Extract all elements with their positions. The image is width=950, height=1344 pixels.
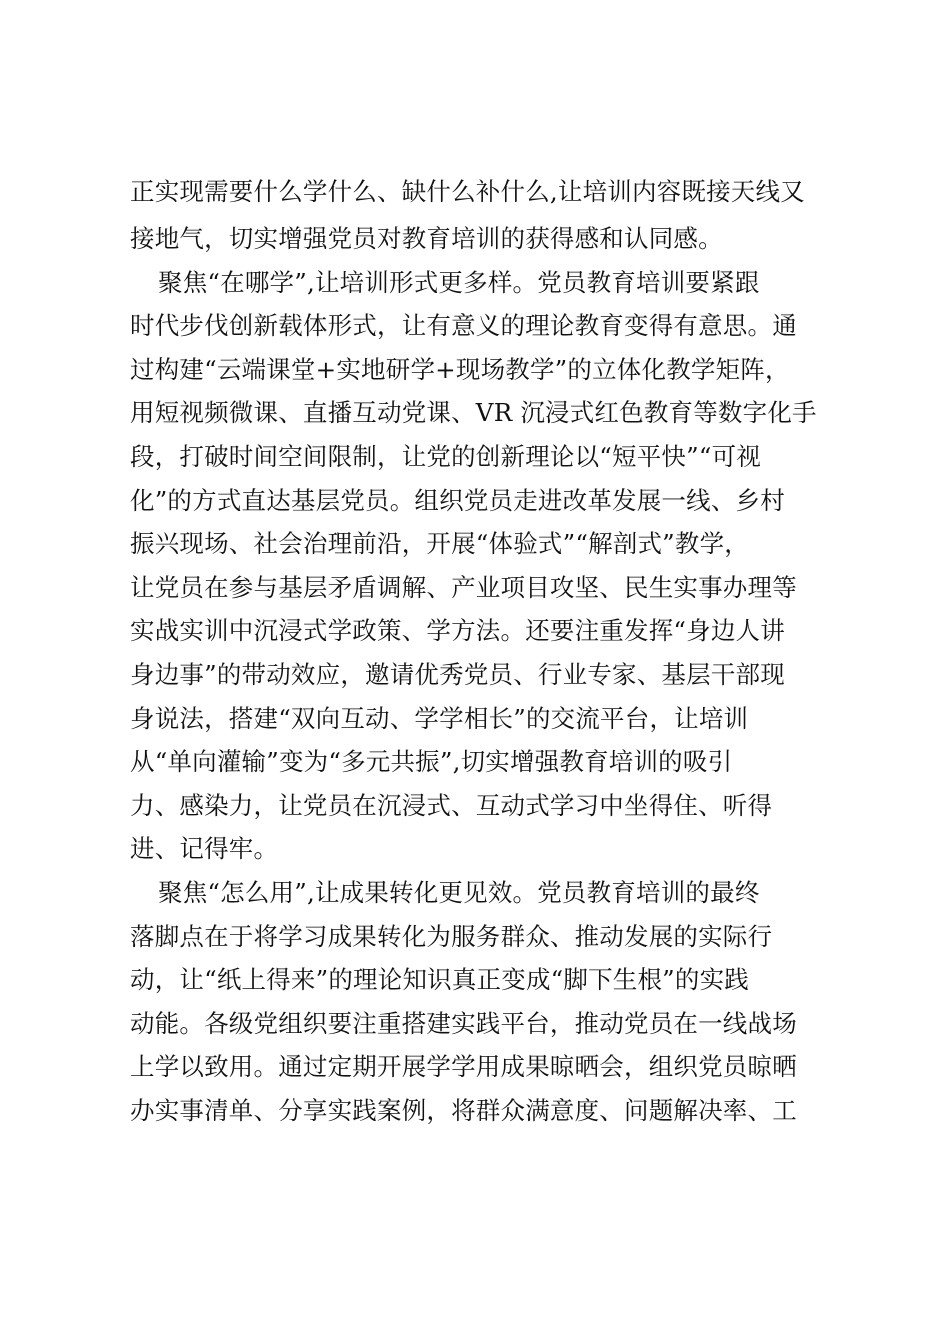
text-line: 身说法，搭建“双向互动、学学相长”的交流平台，让培训	[130, 703, 749, 733]
text-line: 时代步伐创新载体形式，让有意义的理论教育变得有意思。通	[130, 311, 797, 341]
text-line: 进、记得牢。	[130, 834, 279, 864]
text-line: 力、感染力，让党员在沉浸式、互动式学习中坐得住、听得	[130, 790, 773, 820]
text-line: 实战实训中沉浸式学政策、学方法。还要注重发挥“身边人讲	[130, 616, 785, 646]
text-line: 振兴现场、社会治理前沿，开展“体验式”“解剖式”教学，	[130, 529, 749, 559]
text-line: 聚焦“在哪学”,让培训形式更多样。党员教育培训要紧跟	[158, 267, 760, 297]
text-line: 身边事”的带动效应，邀请优秀党员、行业专家、基层干部现	[130, 660, 785, 689]
text-line: 从“单向灌输”变为“多元共振”,切实增强教育培训的吸引	[130, 747, 733, 777]
text-line: 落脚点在于将学习成果转化为服务群众、推动发展的实际行	[130, 921, 773, 951]
text-line: 化”的方式直达基层党员。组织党员走进改革发展一线、乡村	[130, 485, 785, 515]
text-line: 段，打破时间空间限制，让党的创新理论以“短平快”“可视	[130, 442, 761, 471]
text-line: 让党员在参与基层矛盾调解、产业项目攻坚、民生实事办理等	[130, 572, 797, 602]
text-line: 办实事清单、分享实践案例，将群众满意度、问题解决率、工	[130, 1096, 797, 1125]
text-line: 上学以致用。通过定期开展学学用成果晾晒会，组织党员晾晒	[130, 1052, 797, 1082]
text-line: 过构建“云端课堂+实地研学+现场教学”的立体化教学矩阵，	[130, 354, 790, 384]
text-line: 动，让“纸上得来”的理论知识真正变成“脚下生根”的实践	[130, 965, 749, 995]
text-line: 正实现需要什么学什么、缺什么补什么,让培训内容既接天线又	[130, 177, 805, 206]
text-line: 用短视频微课、直播互动党课、VR 沉浸式红色教育等数字化手	[130, 398, 817, 428]
text-line: 聚焦“怎么用”,让成果转化更见效。党员教育培训的最终	[158, 878, 760, 907]
text-line: 接地气，切实增强党员对教育培训的获得感和认同感。	[130, 224, 723, 253]
text-line: 动能。各级党组织要注重搭建实践平台，推动党员在一线战场	[130, 1008, 797, 1038]
